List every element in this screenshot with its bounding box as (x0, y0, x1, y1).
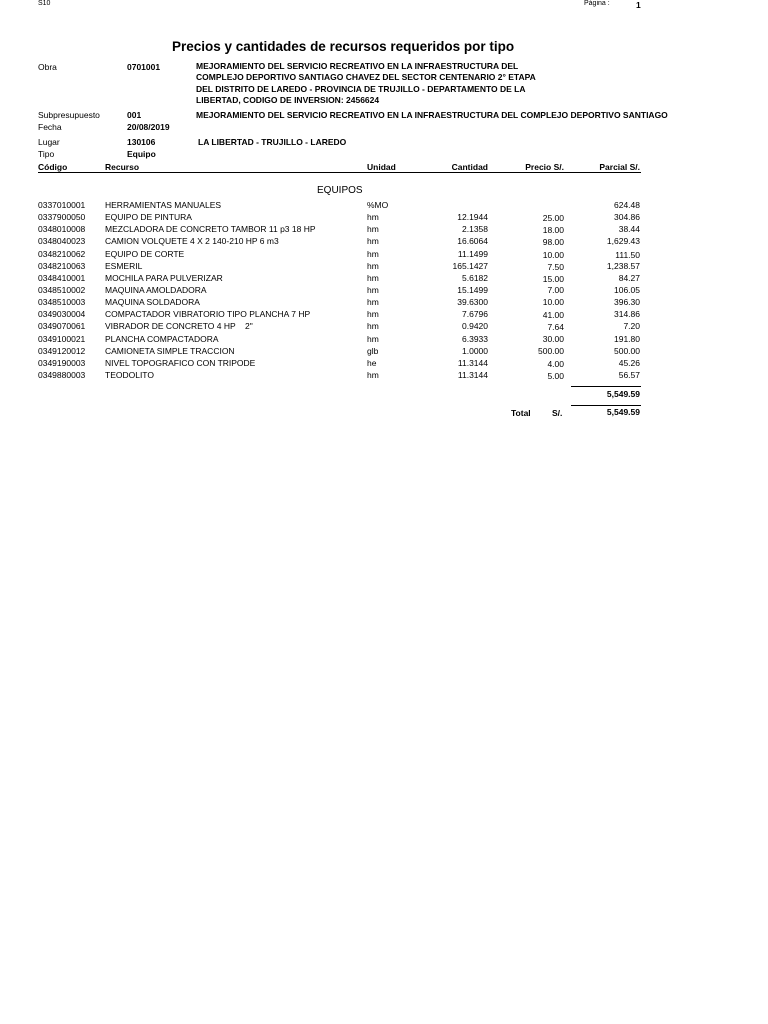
fecha-label: Fecha (38, 122, 62, 132)
row-cantidad: 11.1499 (457, 249, 488, 259)
column-header-unidad: Unidad (367, 162, 396, 172)
row-cantidad: 39.6300 (457, 297, 488, 307)
row-parcial: 56.57 (618, 370, 640, 380)
row-precio: 10.00 (542, 297, 564, 307)
row-parcial: 304.86 (614, 212, 640, 222)
row-parcial: 396.30 (614, 297, 640, 307)
row-cantidad: 0.9420 (462, 321, 488, 331)
row-cantidad: 12.1944 (457, 212, 488, 222)
row-cantidad: 11.3144 (457, 370, 488, 380)
row-unidad: hm (367, 309, 379, 319)
table-row (0, 346, 768, 358)
table-row (0, 261, 768, 273)
row-recurso: TEODOLITO (105, 370, 154, 380)
table-row (0, 297, 768, 309)
row-codigo: 0349070061 (38, 321, 86, 331)
row-cantidad: 6.3933 (462, 334, 488, 344)
column-header-codigo: Código (38, 162, 68, 172)
table-row (0, 285, 768, 297)
row-cantidad: 11.3144 (457, 358, 488, 368)
row-parcial: 314.86 (614, 309, 640, 319)
row-unidad: hm (367, 236, 379, 246)
column-header-precio: Precio S/. (525, 162, 564, 172)
row-unidad: hm (367, 297, 379, 307)
row-unidad: %MO (367, 200, 389, 210)
header-underline (38, 172, 641, 173)
row-codigo: 0348040023 (38, 236, 86, 246)
row-codigo: 0349880003 (38, 370, 86, 380)
row-cantidad: 2.1358 (462, 224, 488, 234)
row-precio: 41.00 (542, 310, 564, 320)
row-recurso: MAQUINA AMOLDADORA (105, 285, 207, 295)
row-codigo: 0348210062 (38, 249, 86, 259)
total-rule (571, 405, 641, 406)
row-recurso: COMPACTADOR VIBRATORIO TIPO PLANCHA 7 HP (105, 309, 311, 319)
row-unidad: hm (367, 370, 379, 380)
column-header-cantidad: Cantidad (451, 162, 488, 172)
page-number: 1 (636, 0, 641, 10)
table-row (0, 212, 768, 224)
subpresupuesto-code: 001 (127, 110, 142, 120)
row-recurso: ESMERIL (105, 261, 143, 271)
row-parcial: 106.05 (614, 285, 640, 295)
row-parcial: 1,238.57 (606, 261, 640, 271)
row-unidad: he (367, 358, 377, 368)
row-cantidad: 15.1499 (457, 285, 488, 295)
table-row (0, 273, 768, 285)
row-recurso: EQUIPO DE PINTURA (105, 212, 192, 222)
row-parcial: 45.26 (618, 358, 640, 368)
lugar-description: LA LIBERTAD - TRUJILLO - LAREDO (198, 137, 347, 147)
section-title: EQUIPOS (317, 185, 363, 196)
table-row (0, 309, 768, 321)
row-unidad: glb (367, 346, 379, 356)
subpresupuesto-description: MEJORAMIENTO DEL SERVICIO RECREATIVO EN LA INFRAESTRUCTURA DEL COMPLEJO DEPORTIVO SANTIAGO (196, 110, 668, 120)
lugar-code: 130106 (127, 137, 156, 147)
row-recurso: PLANCHA COMPACTADORA (105, 334, 219, 344)
row-unidad: hm (367, 261, 379, 271)
subtotal-rule (571, 386, 641, 387)
row-cantidad: 165.1427 (452, 261, 488, 271)
row-precio: 25.00 (542, 213, 564, 223)
row-codigo: 0349120012 (38, 346, 86, 356)
row-codigo: 0349190003 (38, 358, 86, 368)
row-codigo: 0337900050 (38, 212, 86, 222)
lugar-label: Lugar (38, 137, 60, 147)
row-precio: 5.00 (547, 371, 564, 381)
row-precio: 30.00 (542, 334, 564, 344)
total-currency: S/. (552, 408, 563, 418)
row-codigo: 0349030004 (38, 309, 86, 319)
table-row (0, 249, 768, 261)
fecha-value: 20/08/2019 (127, 122, 170, 132)
row-parcial: 38.44 (618, 224, 640, 234)
row-cantidad: 16.6064 (457, 236, 488, 246)
subtotal-value: 5,549.59 (606, 389, 640, 399)
row-codigo: 0348410001 (38, 273, 86, 283)
obra-code: 0701001 (127, 62, 161, 72)
row-precio: 7.50 (547, 262, 564, 272)
row-parcial: 1,629.43 (606, 236, 640, 246)
row-parcial: 191.80 (614, 334, 640, 344)
table-row (0, 358, 768, 370)
table-row (0, 236, 768, 248)
row-recurso: HERRAMIENTAS MANUALES (105, 200, 222, 210)
row-recurso: NIVEL TOPOGRAFICO CON TRIPODE (105, 358, 256, 368)
total-label: Total (511, 408, 531, 418)
row-unidad: hm (367, 273, 379, 283)
row-precio: 7.64 (547, 322, 564, 332)
system-label: S10 (38, 0, 51, 7)
row-unidad: hm (367, 224, 379, 234)
column-header-recurso: Recurso (105, 162, 140, 172)
row-recurso: CAMIONETA SIMPLE TRACCION (105, 346, 235, 356)
row-recurso: MOCHILA PARA PULVERIZAR (105, 273, 223, 283)
row-parcial: 500.00 (614, 346, 640, 356)
row-unidad: hm (367, 249, 379, 259)
row-parcial: 7.20 (623, 321, 640, 331)
tipo-value: Equipo (127, 149, 156, 159)
obra-label: Obra (38, 62, 57, 72)
table-row (0, 200, 768, 212)
obra-description: MEJORAMIENTO DEL SERVICIO RECREATIVO EN LA INFRAESTRUCTURA DEL COMPLEJO DEPORTIVO SANTIAGO CHAVEZ DEL SECTOR CENTENARIO 2° ETAPA DEL DISTRITO DE LAREDO - PROVINCIA DE TRUJILLO - DEPARTAMENTO DE LA LIBERTAD, CODIGO DE INVERSION: 2456624 (196, 61, 536, 105)
row-unidad: hm (367, 321, 379, 331)
row-codigo: 0349100021 (38, 334, 86, 344)
row-recurso: EQUIPO DE CORTE (105, 249, 185, 259)
table-row (0, 321, 768, 333)
page-label: Página : (584, 0, 610, 7)
row-cantidad: 1.0000 (462, 346, 488, 356)
row-precio: 18.00 (542, 225, 564, 235)
row-codigo: 0348510002 (38, 285, 86, 295)
row-parcial: 624.48 (614, 200, 640, 210)
tipo-label: Tipo (38, 149, 55, 159)
row-unidad: hm (367, 212, 379, 222)
row-cantidad: 5.6182 (462, 273, 488, 283)
total-value: 5,549.59 (606, 407, 640, 417)
row-parcial: 111.50 (615, 250, 640, 260)
row-codigo: 0348210063 (38, 261, 86, 271)
row-cantidad: 7.6796 (462, 309, 488, 319)
row-precio: 10.00 (542, 250, 564, 260)
table-row (0, 370, 768, 382)
subpresupuesto-label: Subpresupuesto (38, 110, 100, 120)
row-unidad: hm (367, 285, 379, 295)
row-codigo: 0337010001 (38, 200, 86, 210)
row-precio: 98.00 (542, 237, 564, 247)
row-parcial: 84.27 (618, 273, 640, 283)
row-unidad: hm (367, 334, 379, 344)
row-precio: 15.00 (542, 274, 564, 284)
column-header-parcial: Parcial S/. (599, 162, 640, 172)
row-recurso: MEZCLADORA DE CONCRETO TAMBOR 11 p3 18 HP (105, 224, 316, 234)
table-row (0, 334, 768, 346)
row-recurso: CAMION VOLQUETE 4 X 2 140-210 HP 6 m3 (105, 236, 279, 246)
row-precio: 4.00 (547, 359, 564, 369)
row-codigo: 0348010008 (38, 224, 86, 234)
row-precio: 7.00 (547, 285, 564, 295)
row-recurso: VIBRADOR DE CONCRETO 4 HP 2" (105, 321, 253, 331)
report-title: Precios y cantidades de recursos requeridos por tipo (172, 39, 515, 54)
row-codigo: 0348510003 (38, 297, 86, 307)
table-row (0, 224, 768, 236)
row-recurso: MAQUINA SOLDADORA (105, 297, 200, 307)
row-precio: 500.00 (538, 346, 564, 356)
